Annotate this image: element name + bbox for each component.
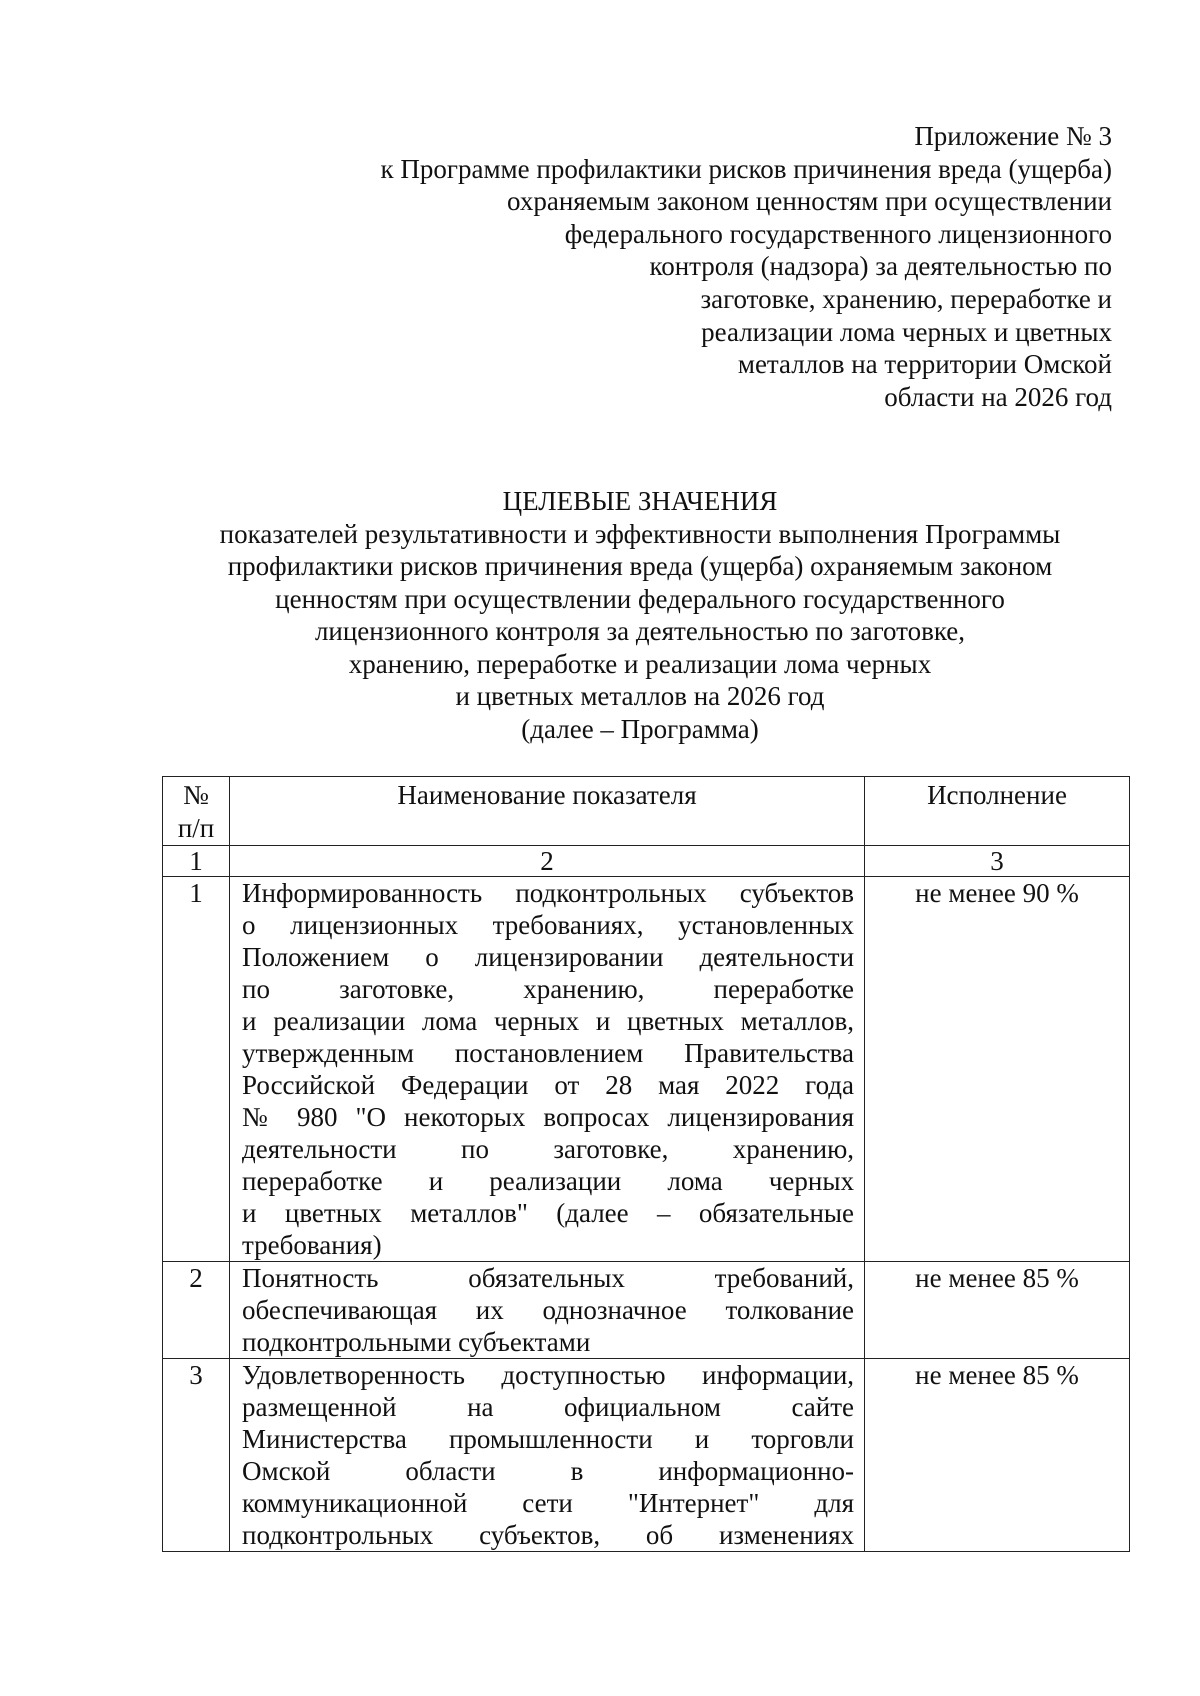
indicator-name xyxy=(230,877,865,1262)
indicator-line: размещенной на официальном сайте xyxy=(242,1392,855,1422)
indicator-name xyxy=(230,1359,865,1552)
indicator-line: и цветных металлов" (далее – обязательные xyxy=(242,1198,855,1228)
header-number-symbol: № xyxy=(183,780,209,810)
row-number: 1 xyxy=(163,877,230,1262)
heading-line: хранению, переработке и реализации лома черных xyxy=(348,648,932,679)
indicator-line: о лицензионных требованиях, установленных xyxy=(242,910,855,940)
indicator-line: утвержденным постановлением Правительства xyxy=(242,1038,855,1068)
appendix-header xyxy=(212,120,1112,413)
header-cell-execution: Исполнение xyxy=(865,777,1130,846)
heading-line: профилактики рисков причинения вреда (ущерба) охраняемым законом xyxy=(227,551,1053,581)
indicator-value: не менее 85 % xyxy=(865,1359,1130,1552)
appendix-line: федерального государственного лицензионного xyxy=(564,218,1112,249)
header-cell-name: Наименование показателя xyxy=(230,777,865,846)
indicator-line: обеспечивающая их однозначное толкование xyxy=(242,1295,855,1325)
column-number: 2 xyxy=(230,846,865,877)
heading-line: (далее – Программа) xyxy=(521,713,759,744)
row-number: 3 xyxy=(163,1359,230,1552)
indicator-line: Министерства промышленности и торговли xyxy=(242,1424,855,1454)
indicator-line: Омской области в информационно- xyxy=(242,1456,855,1486)
table-row xyxy=(163,1359,1130,1552)
appendix-line: заготовке, хранению, переработке и xyxy=(700,283,1112,314)
row-number: 2 xyxy=(163,1262,230,1359)
table-header-row xyxy=(163,777,1130,846)
indicator-line: Положением о лицензировании деятельности xyxy=(242,942,855,972)
appendix-line: реализации лома черных и цветных xyxy=(701,316,1112,347)
header-number-abbrev: п/п xyxy=(177,813,215,843)
indicator-line: № 980 "О некоторых вопросах лицензирования xyxy=(242,1102,855,1132)
column-number: 3 xyxy=(865,846,1130,877)
indicator-line: деятельности по заготовке, хранению, xyxy=(242,1134,855,1164)
appendix-line: металлов на территории Омской xyxy=(737,349,1112,380)
indicator-line: по заготовке, хранению, переработке xyxy=(242,974,855,1004)
appendix-line: к Программе профилактики рисков причинения вреда (ущерба) xyxy=(380,153,1112,184)
indicator-line: Информированность подконтрольных субъектов xyxy=(242,878,855,908)
indicator-line: Понятность обязательных требований, xyxy=(242,1263,855,1293)
heading-line: лицензионного контроля за деятельностью по заготовке, xyxy=(314,616,966,646)
heading-line: и цветных металлов на 2026 год xyxy=(455,681,825,711)
indicator-line: Российской Федерации от 28 мая 2022 года xyxy=(242,1070,855,1100)
indicator-line: переработке и реализации лома черных xyxy=(242,1166,855,1196)
heading-line: ценностям при осуществлении федерального государственного xyxy=(275,583,1005,614)
indicator-line: и реализации лома черных и цветных металлов, xyxy=(242,1006,855,1036)
indicator-line: требования) xyxy=(242,1230,382,1260)
table-row xyxy=(163,1262,1130,1359)
appendix-line: контроля (надзора) за деятельностью по xyxy=(649,251,1112,282)
document-heading xyxy=(150,485,1130,745)
indicator-name xyxy=(230,1262,865,1359)
table-row xyxy=(163,877,1130,1262)
indicator-line: Удовлетворенность доступностью информации, xyxy=(242,1360,855,1390)
appendix-line: охраняемым законом ценностям при осуществлении xyxy=(507,186,1112,217)
indicator-line: коммуникационной сети "Интернет" для xyxy=(242,1488,855,1518)
appendix-line: области на 2026 год xyxy=(884,381,1112,412)
indicator-line: подконтрольными субъектами xyxy=(242,1327,591,1357)
header-cell-number xyxy=(163,777,230,846)
column-number-row xyxy=(163,846,1130,877)
indicator-line: подконтрольных субъектов, об изменениях xyxy=(242,1520,855,1550)
indicator-value: не менее 90 % xyxy=(865,877,1130,1262)
column-number: 1 xyxy=(163,846,230,877)
heading-line: показателей результативности и эффективности выполнения Программы xyxy=(219,518,1061,549)
appendix-line: Приложение № 3 xyxy=(914,121,1112,151)
indicators-table xyxy=(162,776,1130,1552)
indicator-value: не менее 85 % xyxy=(865,1262,1130,1359)
heading-title: ЦЕЛЕВЫЕ ЗНАЧЕНИЯ xyxy=(502,486,778,516)
